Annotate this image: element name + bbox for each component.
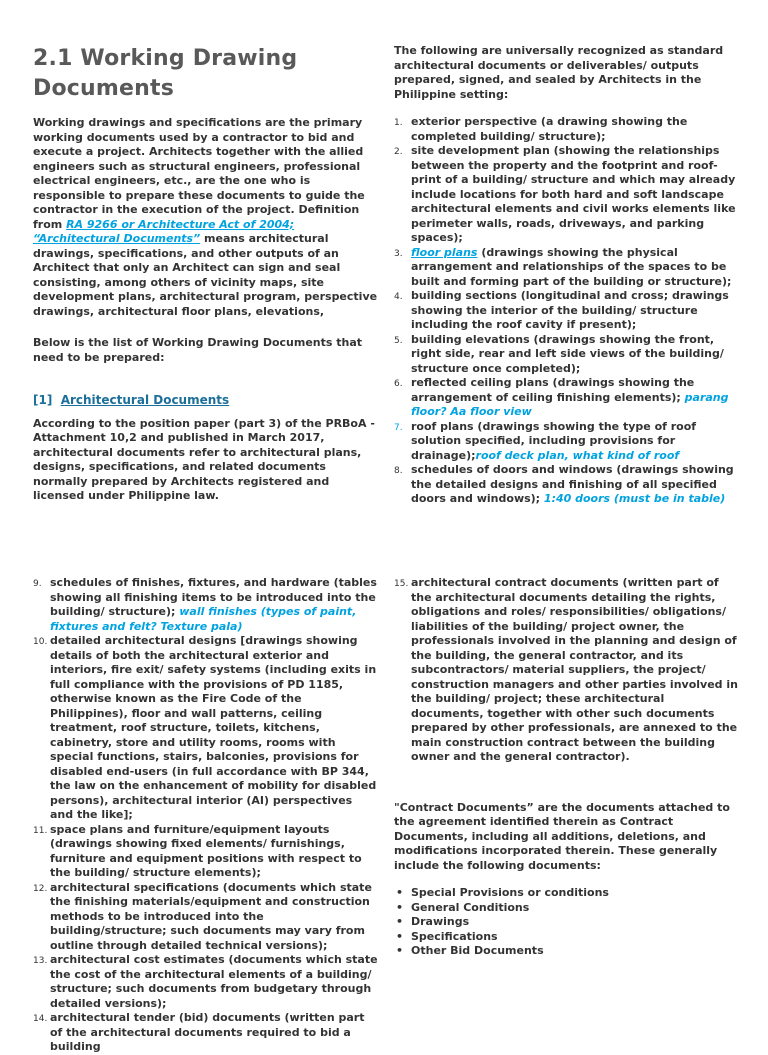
list-item-text: site development plan (showing the relationships between the property and the footprint and roof-print of a building/ structure and which may already include locations for both hard and soft landscape architectural elements and civil works elements like perimeter walls, roads, driveways, and parking spaces);	[411, 144, 736, 244]
list-item-number: 12.	[33, 883, 48, 894]
contract-list-item: • Special Provisions or conditions	[394, 886, 739, 901]
list-item-text: architectural tender (bid) documents (written part of the architectural documents required to bid a building	[50, 1011, 365, 1053]
list-item-number: 13.	[33, 956, 48, 966]
list-item-number: 1.	[394, 118, 403, 128]
list-item-link[interactable]: floor plans	[411, 245, 478, 259]
list-item-text: building sections (longitudinal and cross; drawings showing the interior of the building/ structure including the roof cavity if present);	[411, 289, 729, 331]
list-item-text: roof plans (drawings showing the type of roof solution specified, including provisions for drainage);	[411, 419, 697, 462]
section-paragraph: According to the position paper (part 3) of the PRBoA - Attachment 10,2 and published in March 2017, architectural documents refer to architectural plans, designs, specifications, and related documents normally prepared by Architects registered and licensed under Philippine law.	[33, 416, 375, 502]
contract-list-item: • Drawings	[394, 915, 739, 930]
right-column-bottom	[394, 576, 739, 959]
contract-list-item: • General Conditions	[394, 901, 739, 916]
section-heading	[33, 393, 378, 408]
list-item	[33, 953, 378, 1011]
deliverables-list-top	[394, 115, 739, 507]
deliverables-list-bottom-left	[33, 576, 378, 1055]
list-item-text: detailed architectural designs [drawings showing details of both the architectural exterior and interiors, fire exit/ safety systems (including exits in full compliance with the provisions of PD 1185, otherwise known as the Fire Code of the Philippines), floor and wall patterns, ceiling treatment, roof structure, toilets, kitchens, cabinetry, store and utility rooms, rooms with special functions, stairs, balconies, provisions for disabled end-users (in full accordance with BP 344, the law on the enhancement of mobility for disabled persons), architectural interior (AI) perspectives and the like];	[50, 634, 377, 821]
contract-documents-paragraph: "Contract Documents” are the documents attached to the agreement identified therein as Contract Documents, including all additions, deletions, and modifications incorporated therein. These generally include the following documents:	[394, 800, 730, 872]
list-item	[394, 246, 739, 290]
list-item	[33, 576, 378, 634]
deliverables-list-bottom-right	[394, 576, 739, 765]
list-item-number: 6.	[394, 379, 403, 389]
list-item-note: parang floor? Aa floor view	[411, 390, 729, 418]
list-item	[394, 420, 739, 464]
intro-text-1: Working drawings and specifications are the primary working documents used by a contractor to bid and execute a project. Architects together with the allied engineers such as structural engineers, professional electrical engineers, etc., are the one who is responsible to prepare these documents to guide the contractor in the execution of the project. Definition from	[33, 116, 365, 231]
list-item-number: 14.	[33, 1014, 48, 1024]
list-item	[33, 881, 378, 954]
contract-list-item: • Specifications	[394, 930, 739, 945]
list-item-number: 8.	[394, 466, 403, 476]
right-intro: The following are universally recognized as standard architectural documents or deliverables/ outputs prepared, signed, and sealed by Architects in the Philippine setting:	[394, 44, 724, 101]
list-item-text: architectural contract documents (written part of the architectural documents detailing the rights, obligations and roles/ responsibilities/ obligations/ liabilities of the building/ project owner, the professionals involved in the planning and design of the building, the general contractor, and its subcontractors/ material suppliers, the project/ construction managers and other parties involved in the building/ project; these architectural documents, together with other such documents prepared by other professionals, are annexed to the main construction contract between the building owner and the general contractor).	[411, 576, 738, 763]
list-item	[394, 115, 739, 144]
list-item	[33, 1011, 378, 1055]
left-column-top	[33, 44, 378, 504]
list-item-number: 4.	[394, 292, 403, 302]
section-number: [1]	[33, 393, 53, 407]
list-item	[394, 333, 739, 377]
list-item	[33, 823, 378, 881]
list-item-note: roof deck plan, what kind of roof	[475, 448, 680, 462]
list-item	[394, 576, 739, 765]
contract-documents-list	[394, 886, 739, 959]
left-column-bottom	[33, 576, 378, 1055]
list-item	[394, 376, 739, 420]
list-item-number: 7.	[394, 422, 403, 433]
list-item-number: 5.	[394, 335, 403, 346]
section-title[interactable]: Architectural Documents	[60, 393, 230, 407]
list-item-text: architectural cost estimates (documents which state the cost of the architectural elements of a building/ structure; such documents from budgetary through detailed versions);	[50, 953, 378, 1010]
list-item	[394, 463, 739, 507]
intro-paragraph	[33, 116, 378, 319]
list-item-text: space plans and furniture/equipment layouts (drawings showing fixed elements/ furnishings, furniture and equipment positions with respect to the building/ structure elements);	[50, 822, 362, 879]
page-title: 2.1 Working Drawing Documents	[33, 46, 298, 101]
list-item-number: 3.	[394, 248, 403, 259]
list-item-number: 10.	[33, 637, 48, 647]
list-item-text: exterior perspective (a drawing showing the completed building/ structure);	[411, 115, 688, 143]
list-item-text: (drawings showing the physical arrangement and relationships of the spaces to be built and forming part of the building or structure);	[411, 245, 732, 288]
list-item	[394, 289, 739, 333]
list-item-number: 15.	[394, 579, 409, 589]
right-column-top	[394, 44, 739, 507]
list-item-text: reflected ceiling plans (drawings showing the arrangement of ceiling finishing elements);	[411, 376, 695, 404]
list-item	[33, 634, 378, 823]
list-item-number: 2.	[394, 147, 403, 157]
list-item-note: wall finishes (types of paint, fixtures and felt? Texture pala)	[50, 605, 357, 633]
list-item-text: building elevations (drawings showing the front, right side, rear and left side views of the building/ structure once completed);	[411, 332, 724, 375]
list-item	[394, 144, 739, 246]
list-intro: Below is the list of Working Drawing Documents that need to be prepared:	[33, 336, 363, 364]
ra9266-link[interactable]: RA 9266 or Architecture Act of 2004; “Architectural Documents”	[33, 217, 295, 245]
list-item-text: schedules of finishes, fixtures, and hardware (tables showing all finishing items to be introduced into the building/ structure);	[50, 576, 377, 618]
list-item-text: architectural specifications (documents which state the finishing materials/equipment and construction methods to be introduced into the building/structure; such documents may vary from outline through detailed technical versions);	[50, 880, 372, 952]
list-item-number: 9.	[33, 579, 42, 589]
list-item-text: schedules of doors and windows (drawings showing the detailed designs and finishing of all specified doors and windows);	[411, 463, 734, 505]
list-item-number: 11.	[33, 825, 48, 836]
list-item-note: 1:40 doors (must be in table)	[543, 492, 726, 505]
intro-text-2: means architectural drawings, specifications, and other outputs of an Architect that only an Architect can sign and seal consisting, among others of vicinity maps, site development plans, architectural program, perspective drawings, architectural floor plans, elevations,	[33, 232, 378, 318]
contract-list-item: • Other Bid Documents	[394, 944, 739, 959]
